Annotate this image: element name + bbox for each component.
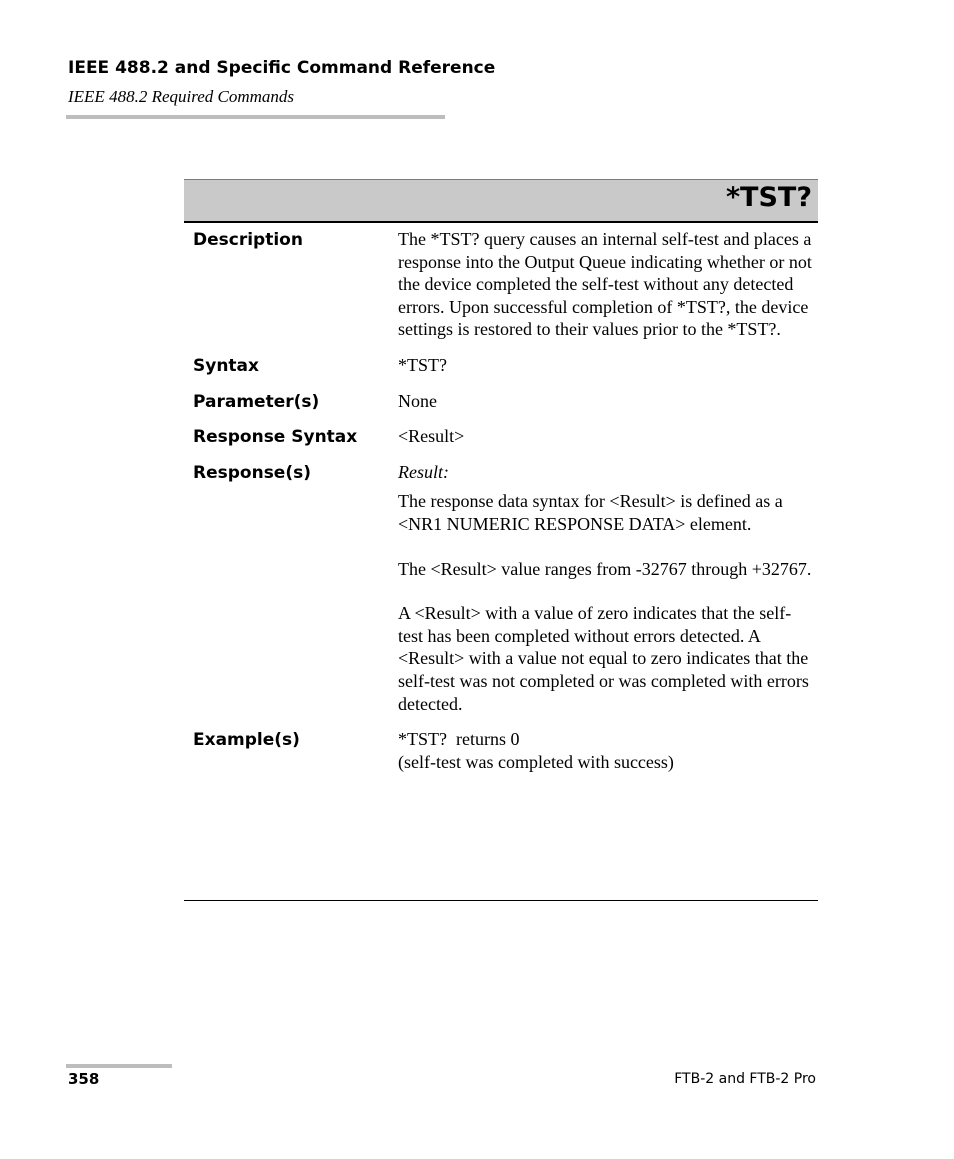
footer-rule <box>66 1064 172 1068</box>
command-name: *TST? <box>725 182 812 213</box>
row-parameters <box>184 390 818 413</box>
label-responses: Response(s) <box>193 462 311 483</box>
row-response-syntax <box>184 425 818 448</box>
label-examples: Example(s) <box>193 730 300 751</box>
value-examples <box>398 728 812 773</box>
value-syntax: *TST? <box>398 354 447 375</box>
command-table <box>184 228 818 773</box>
header-rule <box>66 115 445 119</box>
value-parameters: None <box>398 390 437 411</box>
row-responses <box>184 461 818 715</box>
response-name: Result: <box>398 461 449 482</box>
row-examples <box>184 728 818 773</box>
response-paragraph-3: A <Result> with a value of zero indicates that the self-test has been completed without errors detected. A <Result> with a value not equal to zero indicates that the self-test was not completed or was completed with errors detected. <box>398 603 809 714</box>
value-responses <box>398 461 812 715</box>
command-header-bar <box>184 179 818 223</box>
label-description: Description <box>193 230 303 250</box>
table-bottom-rule <box>184 900 818 901</box>
response-paragraph-2: The <Result> value ranges from -32767 through +32767. <box>398 558 812 579</box>
label-parameters: Parameter(s) <box>193 391 320 412</box>
response-paragraph-1: The response data syntax for <Result> is defined as a <NR1 NUMERIC RESPONSE DATA> element. <box>398 491 783 534</box>
label-syntax: Syntax <box>193 355 259 376</box>
product-name: FTB-2 and FTB-2 Pro <box>674 1071 816 1087</box>
row-syntax <box>184 354 818 377</box>
section-title: IEEE 488.2 and Specific Command Reference <box>68 58 496 78</box>
example-line-2: (self-test was completed with success) <box>398 751 674 772</box>
value-response-syntax: <Result> <box>398 426 465 447</box>
row-description <box>184 228 818 341</box>
example-line-1: *TST? returns 0 <box>398 729 520 750</box>
value-description: The *TST? query causes an internal self-test and places a response into the Output Queue indicating whether or not the device completed the self-test without any detected errors. Upon successful completion of *TST?, the device settings is restored to their values prior to the *TST?. <box>398 229 812 340</box>
label-response-syntax: Response Syntax <box>193 427 358 448</box>
page-number: 358 <box>68 1070 100 1088</box>
section-subtitle: IEEE 488.2 Required Commands <box>68 87 295 106</box>
